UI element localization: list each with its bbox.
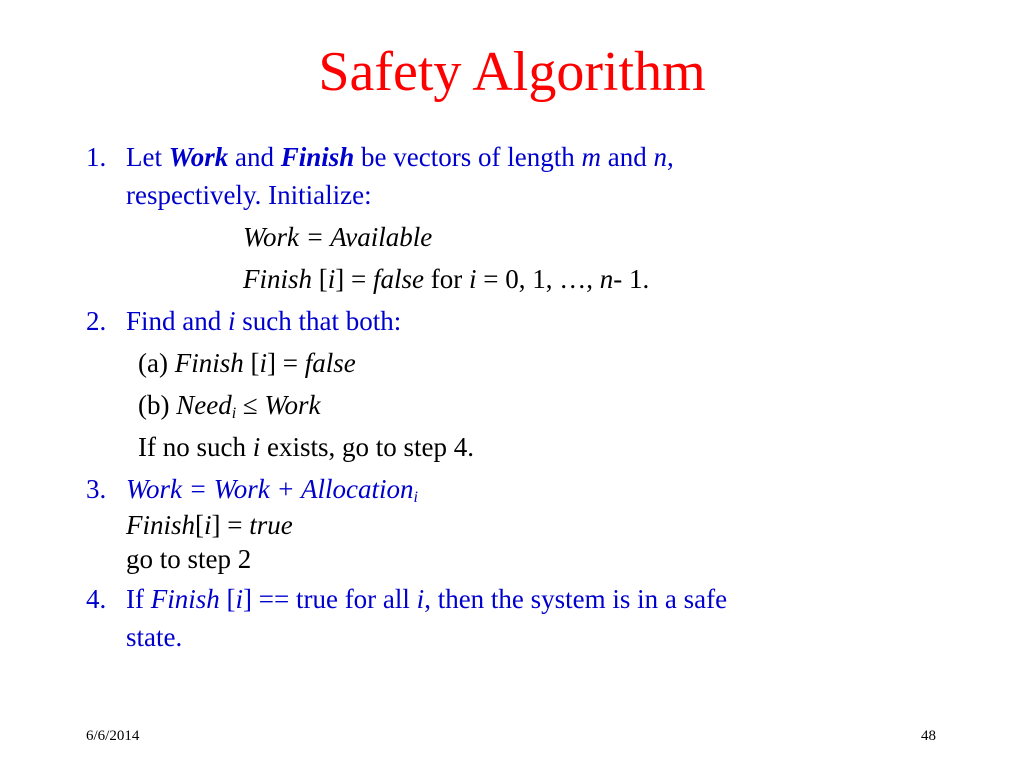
text: i [204,510,212,540]
condition-b [126,386,946,424]
text: i [235,584,244,614]
text: i [468,264,477,294]
text: i [327,264,336,294]
step-1-line-2 [126,176,946,214]
var-n: n [653,142,667,172]
text: [ [195,510,205,540]
step-4-line-1 [126,580,946,618]
text: Finish [243,264,313,294]
text: (b) [138,390,177,420]
text: Finish [174,348,244,378]
text: Work = Available [243,222,433,252]
work-term: Work [168,142,229,172]
text: Work = Work + Allocation [126,474,414,504]
step-number: 2. [86,306,107,336]
text: i [252,432,261,462]
text: Let [126,142,169,172]
step-2 [86,302,946,466]
footer-date: 6/6/2014 [86,728,140,744]
text: i [416,584,425,614]
text: i [231,405,237,422]
text: - 1. [613,264,650,294]
no-such-i [126,428,946,466]
text: ] = [335,264,373,294]
text: = 0, 1, …, [476,264,600,294]
init-work [126,218,946,256]
text: i [413,489,418,506]
step-3 [86,470,946,576]
text: be vectors of length [354,142,582,172]
text: n [599,264,614,294]
page-number: 48 [921,728,936,744]
text: ] = [211,510,250,540]
text: and [228,142,281,172]
step-3-line-1 [126,470,946,508]
step-1 [86,138,946,298]
step-3-line-3: go to step 2 [126,544,252,574]
text: [ [243,348,260,378]
text: true [249,510,293,540]
text: [ [312,264,328,294]
text: such that both: [235,306,402,336]
text: false [304,348,356,378]
text: , [666,142,674,172]
init-finish [126,260,946,298]
text: and [600,142,654,172]
step-4-line-2: state. [126,622,183,652]
step-3-line-2 [126,508,946,542]
text: respectively. Initialize: [126,180,372,210]
condition-a [126,344,946,382]
step-number: 4. [86,584,107,614]
text: Work [264,390,321,420]
text: (a) [138,348,175,378]
step-number: 1. [86,142,107,172]
text: exists, go to step 4. [260,432,474,462]
text: If no such [138,432,253,462]
var-m: m [581,142,601,172]
text: i [228,306,236,336]
text: ≤ [236,390,265,420]
text: ] == true for all [243,584,417,614]
text: ] = [267,348,305,378]
text: for [424,264,469,294]
slide-title: Safety Algorithm [318,41,706,103]
text: Find and [126,306,229,336]
text: If [126,584,151,614]
step-2-line-1 [126,302,946,340]
text: [ [219,584,236,614]
slide-content [86,138,946,656]
step-4 [86,580,946,656]
text: , then the system is in a safe [424,584,728,614]
text: Finish [126,510,196,540]
step-number: 3. [86,474,107,504]
text: false [373,264,424,294]
step-1-line-1 [126,138,946,176]
text: Finish [150,584,220,614]
text: Need [176,390,232,420]
text: i [259,348,267,378]
finish-term: Finish [280,142,355,172]
